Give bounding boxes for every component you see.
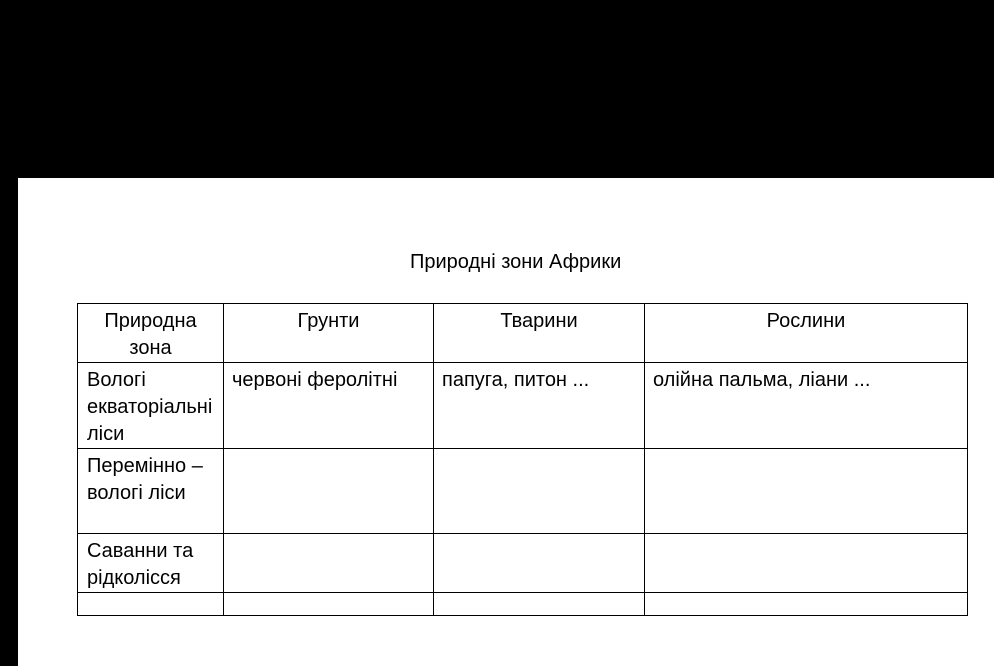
table-header-row bbox=[78, 304, 968, 363]
document-title: Природні зони Африки bbox=[410, 251, 622, 273]
table-cell-plants bbox=[645, 593, 968, 616]
table-row bbox=[78, 534, 968, 593]
table-cell-zone: Вологі екваторіальні ліси bbox=[78, 363, 224, 449]
table-cell-zone bbox=[78, 593, 224, 616]
natural-zones-table bbox=[77, 303, 968, 616]
table-cell-zone: Перемінно – вологі ліси bbox=[78, 449, 224, 534]
header-cell-plants: Рослини bbox=[645, 304, 968, 363]
table-row bbox=[78, 449, 968, 534]
table-cell-animals: папуга, питон ... bbox=[434, 363, 645, 449]
table-cell-animals bbox=[434, 534, 645, 593]
table-row bbox=[78, 363, 968, 449]
header-cell-animals: Тварини bbox=[434, 304, 645, 363]
table-cell-zone: Саванни та рідколісся bbox=[78, 534, 224, 593]
table-cell-plants bbox=[645, 534, 968, 593]
table-cell-animals bbox=[434, 449, 645, 534]
table-cell-plants bbox=[645, 449, 968, 534]
table-cell-soils: червоні феролітні bbox=[224, 363, 434, 449]
table-cell-animals bbox=[434, 593, 645, 616]
table-cell-plants: олійна пальма, ліани ... bbox=[645, 363, 968, 449]
header-cell-soils: Грунти bbox=[224, 304, 434, 363]
table-cell-soils bbox=[224, 593, 434, 616]
header-cell-zone: Природна зона bbox=[78, 304, 224, 363]
table-cell-soils bbox=[224, 449, 434, 534]
table-row bbox=[78, 593, 968, 616]
table-cell-soils bbox=[224, 534, 434, 593]
